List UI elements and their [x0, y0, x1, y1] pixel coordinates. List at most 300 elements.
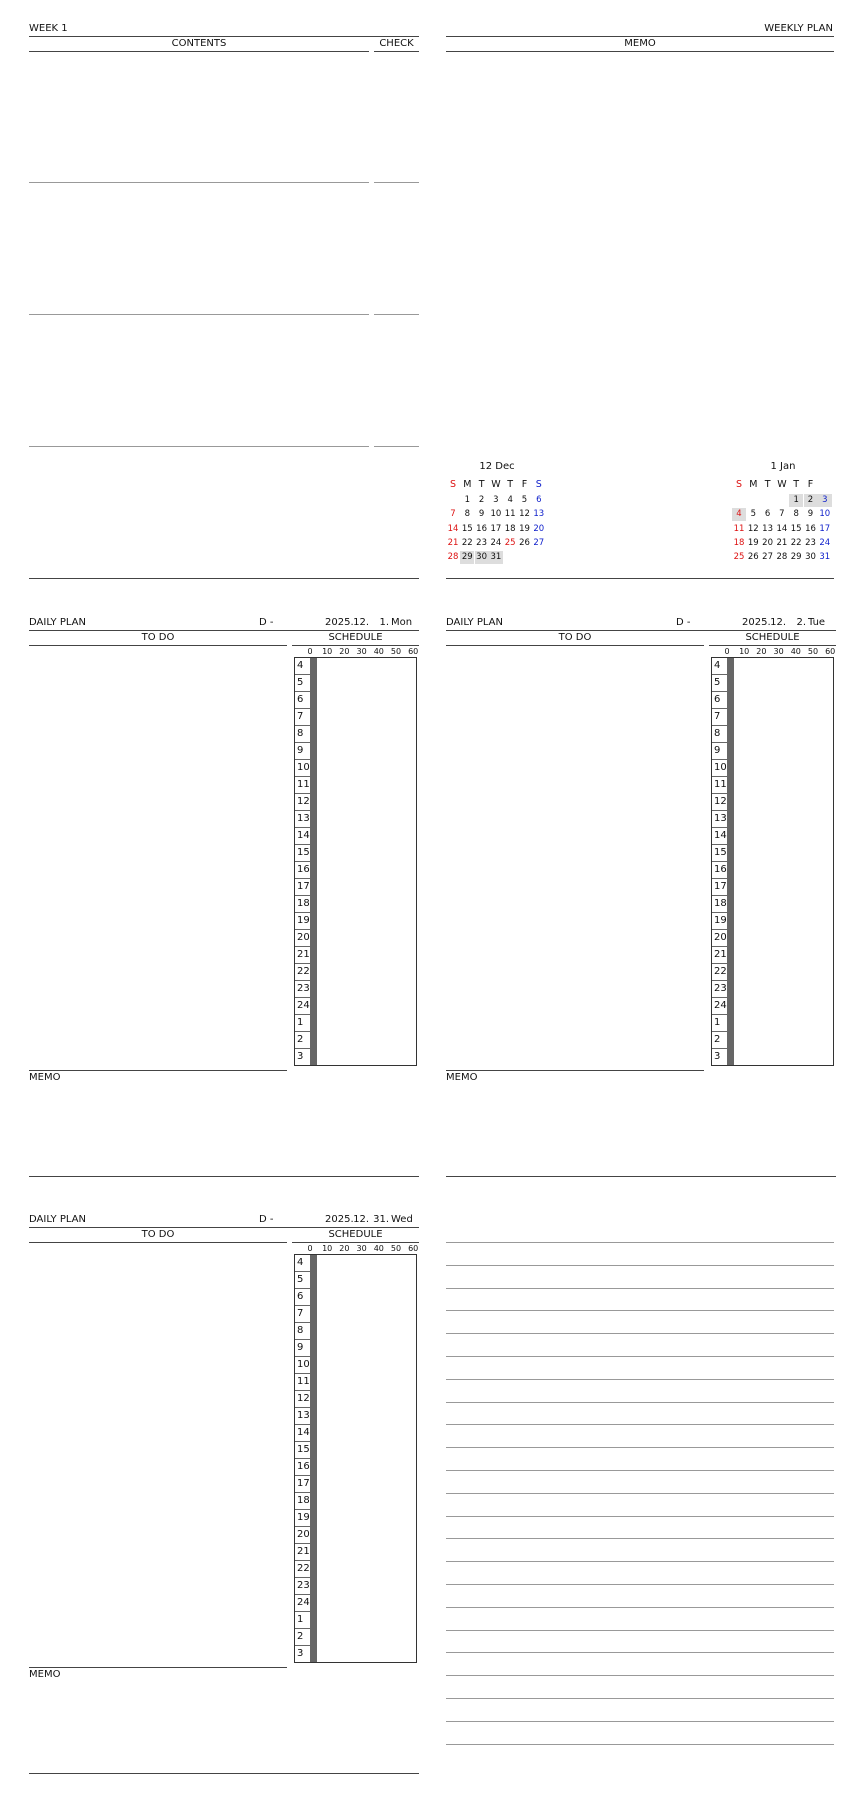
calendar-date: 22 [461, 537, 473, 548]
calendar-date: 23 [805, 537, 816, 548]
schedule-hour-row [295, 1323, 317, 1340]
schedule-hour-row [295, 1408, 317, 1425]
schedule-hour-label: 19 [295, 1510, 311, 1527]
date-month: 12. [770, 617, 786, 628]
schedule-hour-label: 11 [712, 777, 728, 794]
note-line [446, 1288, 834, 1289]
calendar-date: 5 [750, 509, 756, 520]
schedule-slot[interactable] [315, 1032, 316, 1049]
schedule-slot[interactable] [732, 862, 733, 879]
schedule-hour-label: 12 [295, 794, 311, 811]
schedule-slot[interactable] [315, 1629, 316, 1646]
schedule-hour-row [295, 1391, 317, 1408]
calendar-date: 11 [504, 509, 516, 520]
schedule-hour-row [295, 1049, 317, 1066]
schedule-hour-row [712, 743, 734, 760]
schedule-hour-label: 24 [712, 998, 728, 1015]
calendar-date: 25 [733, 552, 745, 563]
todo-bottom-rule [446, 1070, 704, 1071]
schedule-minute-label: 50 [390, 647, 402, 656]
schedule-slot[interactable] [315, 1015, 316, 1032]
schedule-minute-label: 0 [307, 1244, 313, 1253]
schedule-slot[interactable] [315, 981, 316, 998]
weekly-memo-header: MEMO [624, 38, 656, 49]
schedule-slot[interactable] [315, 1578, 316, 1595]
schedule-hour-label: 9 [295, 1340, 311, 1357]
schedule-slot[interactable] [315, 1544, 316, 1561]
daily-plan-title: DAILY PLAN [446, 617, 503, 628]
schedule-minute-label: 30 [773, 647, 784, 656]
schedule-slot[interactable] [732, 675, 733, 692]
calendar-date: 17 [490, 523, 502, 534]
schedule-slot[interactable] [315, 1374, 316, 1391]
schedule-slot[interactable] [732, 879, 733, 896]
calendar-date: 30 [805, 552, 816, 563]
calendar-date: 17 [819, 523, 831, 534]
todo-header: TO DO [558, 632, 592, 643]
calendar-date: 10 [819, 509, 831, 520]
schedule-slot[interactable] [315, 1391, 316, 1408]
schedule-hour-label: 6 [295, 692, 311, 709]
schedule-slot[interactable] [315, 1510, 316, 1527]
schedule-slot[interactable] [732, 692, 733, 709]
schedule-slot[interactable] [315, 1289, 316, 1306]
schedule-minute-label: 50 [807, 647, 819, 656]
calendar-date: 27 [533, 537, 545, 548]
calendar-date: 5 [521, 495, 528, 505]
schedule-slot[interactable] [315, 760, 316, 777]
schedule-slot[interactable] [315, 1255, 316, 1272]
schedule-slot[interactable] [315, 1561, 316, 1578]
calendar-date: 13 [762, 523, 773, 534]
schedule-hour-row [295, 896, 317, 913]
schedule-hour-label: 20 [295, 930, 311, 947]
schedule-hour-row [712, 879, 734, 896]
schedule-hour-row [712, 675, 734, 692]
schedule-minute-label: 20 [339, 1244, 350, 1253]
calendar-date: 21 [447, 537, 459, 548]
memo-bottom-rule [29, 1773, 419, 1774]
schedule-hour-label: 20 [712, 930, 728, 947]
schedule-hour-row [295, 1595, 317, 1612]
schedule-slot[interactable] [732, 981, 733, 998]
todo-rule [29, 645, 287, 646]
schedule-slot[interactable] [732, 709, 733, 726]
schedule-minute-label: 20 [756, 647, 767, 656]
daily-header-rule [29, 630, 419, 631]
schedule-hour-label: 5 [712, 675, 728, 692]
schedule-hour-row [295, 1032, 317, 1049]
note-line [446, 1675, 834, 1676]
weekly-bottom-rule-left [29, 578, 419, 579]
schedule-header: SCHEDULE [328, 632, 383, 643]
calendar-date: 14 [776, 523, 788, 534]
schedule-hour-row [712, 998, 734, 1015]
schedule-hour-label: 3 [295, 1049, 311, 1066]
calendar-date: 9 [807, 509, 814, 520]
calendar-date: 29 [461, 552, 473, 563]
date-weekday: Mon [391, 617, 413, 628]
schedule-slot[interactable] [315, 930, 316, 947]
schedule-header: SCHEDULE [328, 1229, 383, 1240]
schedule-hour-label: 19 [295, 913, 311, 930]
note-line [446, 1607, 834, 1608]
schedule-hour-row [295, 1612, 317, 1629]
schedule-hour-row [295, 1306, 317, 1323]
calendar-date: 26 [747, 552, 759, 563]
schedule-hour-label: 17 [712, 879, 728, 896]
schedule-hour-label: 17 [295, 879, 311, 896]
schedule-slot[interactable] [732, 794, 733, 811]
schedule-hour-row [712, 709, 734, 726]
schedule-hour-row [712, 1015, 734, 1032]
schedule-slot[interactable] [315, 1493, 316, 1510]
schedule-hour-row [712, 811, 734, 828]
calendar-day-header: M [463, 479, 472, 490]
schedule-slot[interactable] [315, 998, 316, 1015]
schedule-hour-label: 21 [712, 947, 728, 964]
schedule-slot[interactable] [732, 760, 733, 777]
schedule-hour-label: 16 [295, 862, 311, 879]
schedule-minute-label: 10 [322, 647, 333, 656]
schedule-slot[interactable] [315, 1306, 316, 1323]
week-label: WEEK 1 [29, 23, 68, 34]
schedule-hour-row [295, 1544, 317, 1561]
schedule-minute-label: 60 [408, 647, 419, 656]
schedule-slot[interactable] [732, 743, 733, 760]
schedule-minute-label: 60 [408, 1244, 419, 1253]
schedule-hour-row [295, 828, 317, 845]
schedule-hour-row [712, 1049, 734, 1066]
calendar-day-header: S [735, 479, 743, 490]
calendar-date: 7 [779, 509, 785, 520]
schedule-slot[interactable] [732, 998, 733, 1015]
d-day-label: D - [259, 1214, 274, 1225]
date-day: 31. [373, 1214, 389, 1225]
note-line [446, 1379, 834, 1380]
schedule-hour-label: 23 [712, 981, 728, 998]
calendar-date: 15 [790, 523, 802, 534]
schedule-hour-label: 13 [712, 811, 728, 828]
daily-header-rule [446, 630, 836, 631]
calendar-date: 8 [793, 509, 799, 520]
schedule-hour-label: 23 [295, 981, 311, 998]
schedule-hour-label: 22 [295, 1561, 311, 1578]
schedule-slot[interactable] [732, 828, 733, 845]
schedule-slot[interactable] [315, 1272, 316, 1289]
contents-rule [29, 51, 369, 52]
schedule-slot[interactable] [315, 743, 316, 760]
calendar-date: 14 [447, 523, 459, 534]
schedule-minute-label: 10 [322, 1244, 333, 1253]
schedule-slot[interactable] [315, 777, 316, 794]
note-line [446, 1652, 834, 1653]
note-line [446, 1630, 834, 1631]
schedule-hour-row [712, 964, 734, 981]
calendar-day-header: W [777, 479, 787, 490]
schedule-rule [709, 645, 836, 646]
schedule-minute-label: 10 [739, 647, 750, 656]
schedule-slot[interactable] [732, 913, 733, 930]
note-line [446, 1470, 834, 1471]
schedule-table [294, 657, 317, 1066]
schedule-slot[interactable] [315, 1595, 316, 1612]
schedule-hour-label: 18 [295, 896, 311, 913]
schedule-hour-label: 14 [295, 828, 311, 845]
schedule-hour-row [712, 930, 734, 947]
schedule-slot[interactable] [315, 1612, 316, 1629]
schedule-slot[interactable] [315, 794, 316, 811]
schedule-hour-row [295, 1357, 317, 1374]
schedule-slot[interactable] [315, 1442, 316, 1459]
calendar-date: 20 [533, 523, 545, 534]
schedule-slot[interactable] [315, 947, 316, 964]
calendar-date: 10 [490, 509, 502, 520]
contents-row-line [29, 446, 369, 447]
schedule-slot[interactable] [315, 1340, 316, 1357]
schedule-slot[interactable] [732, 964, 733, 981]
schedule-slot[interactable] [732, 845, 733, 862]
calendar-date: 16 [805, 523, 816, 534]
calendar-date: 15 [461, 523, 473, 534]
schedule-hour-label: 4 [295, 658, 311, 675]
schedule-slot[interactable] [315, 1527, 316, 1544]
schedule-hour-row [295, 1527, 317, 1544]
schedule-slot[interactable] [732, 726, 733, 743]
calendar-date: 9 [478, 509, 485, 520]
schedule-rule [292, 1242, 419, 1243]
schedule-hour-label: 2 [295, 1629, 311, 1646]
schedule-hour-label: 15 [295, 845, 311, 862]
schedule-hour-label: 11 [295, 777, 311, 794]
schedule-minute-label: 0 [307, 647, 313, 656]
check-rule [374, 51, 419, 52]
schedule-slot[interactable] [315, 692, 316, 709]
schedule-hour-label: 8 [295, 726, 311, 743]
schedule-slot[interactable] [315, 709, 316, 726]
schedule-hour-row [295, 981, 317, 998]
schedule-minute-label: 30 [356, 1244, 367, 1253]
schedule-hour-row [295, 1425, 317, 1442]
calendar-day-header: T [793, 479, 800, 490]
schedule-hour-label: 24 [295, 998, 311, 1015]
calendar-day-header: T [507, 479, 514, 490]
calendar-date: 26 [519, 537, 530, 548]
schedule-hour-label: 17 [295, 1476, 311, 1493]
schedule-hour-label: 18 [295, 1493, 311, 1510]
schedule-slot[interactable] [315, 879, 316, 896]
calendar-date: 31 [819, 552, 831, 563]
calendar-date: 27 [762, 552, 773, 563]
schedule-slot[interactable] [315, 862, 316, 879]
schedule-slot[interactable] [315, 896, 316, 913]
note-line [446, 1493, 834, 1494]
schedule-hour-row [295, 1578, 317, 1595]
note-line [446, 1584, 834, 1585]
schedule-hour-label: 6 [295, 1289, 311, 1306]
date-month: 12. [353, 1214, 369, 1225]
date-month: 12. [353, 617, 369, 628]
calendar-date: 22 [790, 537, 802, 548]
schedule-minute-label: 20 [339, 647, 350, 656]
schedule-slot[interactable] [315, 845, 316, 862]
schedule-hour-row [712, 862, 734, 879]
schedule-slot[interactable] [315, 1459, 316, 1476]
schedule-hour-row [295, 1493, 317, 1510]
calendar-date: 23 [476, 537, 487, 548]
schedule-hour-row [295, 947, 317, 964]
schedule-slot[interactable] [315, 964, 316, 981]
calendar-date: 20 [762, 537, 773, 548]
schedule-hour-row [295, 930, 317, 947]
schedule-hour-row [712, 828, 734, 845]
schedule-slot[interactable] [315, 658, 316, 675]
schedule-hour-label: 10 [295, 1357, 311, 1374]
schedule-slot[interactable] [732, 1049, 733, 1066]
schedule-hour-row [295, 845, 317, 862]
calendar-date: 31 [490, 552, 502, 563]
daily-plan-title: DAILY PLAN [29, 1214, 86, 1225]
schedule-slot[interactable] [732, 777, 733, 794]
schedule-hour-row [295, 964, 317, 981]
schedule-hour-row [295, 794, 317, 811]
schedule-hour-row [295, 1459, 317, 1476]
schedule-slot[interactable] [315, 913, 316, 930]
memo-rule [446, 51, 834, 52]
schedule-hour-label: 14 [712, 828, 728, 845]
schedule-hour-label: 12 [295, 1391, 311, 1408]
schedule-hour-label: 20 [295, 1527, 311, 1544]
schedule-hour-row [295, 862, 317, 879]
schedule-hour-row [295, 1476, 317, 1493]
schedule-hour-label: 3 [712, 1049, 728, 1066]
schedule-table [294, 1254, 317, 1663]
schedule-slot[interactable] [315, 1476, 316, 1493]
schedule-hour-row [295, 658, 317, 675]
calendar-day-header: T [764, 479, 771, 490]
schedule-hour-label: 14 [295, 1425, 311, 1442]
schedule-slot[interactable] [315, 726, 316, 743]
schedule-hour-row [295, 1289, 317, 1306]
schedule-slot[interactable] [315, 811, 316, 828]
schedule-hour-label: 7 [295, 709, 311, 726]
memo-bottom-rule [29, 1176, 419, 1177]
schedule-hour-row [295, 1340, 317, 1357]
schedule-hour-label: 13 [295, 1408, 311, 1425]
schedule-slot[interactable] [732, 930, 733, 947]
calendar-date: 12 [747, 523, 759, 534]
schedule-hour-label: 22 [712, 964, 728, 981]
schedule-hour-row [295, 811, 317, 828]
schedule-minute-label: 40 [790, 647, 801, 656]
schedule-hour-row [295, 879, 317, 896]
schedule-slot[interactable] [315, 1357, 316, 1374]
schedule-hour-label: 8 [712, 726, 728, 743]
schedule-hour-row [295, 1629, 317, 1646]
schedule-hour-row [712, 913, 734, 930]
schedule-hour-row [712, 1032, 734, 1049]
schedule-minute-label: 0 [724, 647, 730, 656]
calendar-date: 25 [504, 537, 516, 548]
calendar-date: 18 [504, 523, 516, 534]
contents-row-line [29, 182, 369, 183]
note-line [446, 1356, 834, 1357]
schedule-slot[interactable] [732, 811, 733, 828]
schedule-slot[interactable] [732, 947, 733, 964]
calendar-date: 21 [776, 537, 788, 548]
schedule-slot[interactable] [315, 1425, 316, 1442]
schedule-hour-label: 23 [295, 1578, 311, 1595]
schedule-hour-label: 9 [295, 743, 311, 760]
schedule-hour-label: 10 [295, 760, 311, 777]
schedule-hour-row [295, 1255, 317, 1272]
note-line [446, 1698, 834, 1699]
todo-bottom-rule [29, 1667, 287, 1668]
daily-header-rule [29, 1227, 419, 1228]
schedule-slot[interactable] [732, 1015, 733, 1032]
schedule-hour-row [295, 692, 317, 709]
calendar-day-header: S [449, 479, 457, 490]
schedule-slot[interactable] [315, 1323, 316, 1340]
schedule-table [711, 657, 734, 1066]
schedule-slot[interactable] [315, 1408, 316, 1425]
memo-bottom-rule [446, 1176, 836, 1177]
schedule-hour-label: 16 [295, 1459, 311, 1476]
schedule-hour-label: 10 [712, 760, 728, 777]
schedule-hour-label: 16 [712, 862, 728, 879]
d-day-label: D - [259, 617, 274, 628]
schedule-slot[interactable] [315, 675, 316, 692]
note-line [446, 1447, 834, 1448]
calendar-date: 4 [732, 508, 746, 521]
todo-rule [446, 645, 704, 646]
schedule-hour-label: 5 [295, 675, 311, 692]
schedule-hour-row [295, 1561, 317, 1578]
schedule-hour-label: 4 [712, 658, 728, 675]
schedule-hour-label: 18 [712, 896, 728, 913]
schedule-hour-row [295, 1646, 317, 1663]
schedule-slot[interactable] [315, 828, 316, 845]
daily-plan-title: DAILY PLAN [29, 617, 86, 628]
schedule-slot[interactable] [732, 1032, 733, 1049]
note-line [446, 1516, 834, 1517]
schedule-hour-row [712, 981, 734, 998]
schedule-hour-row [295, 1374, 317, 1391]
schedule-slot[interactable] [732, 658, 733, 675]
schedule-hour-label: 1 [295, 1612, 311, 1629]
calendar-day-header: S [535, 479, 542, 490]
calendar-date: 2 [804, 494, 818, 507]
note-line [446, 1538, 834, 1539]
calendar-date: 7 [450, 509, 456, 520]
calendar-day-header: W [491, 479, 501, 490]
todo-bottom-rule [29, 1070, 287, 1071]
calendar-date: 18 [733, 537, 745, 548]
calendar-date: 19 [519, 523, 530, 534]
schedule-slot[interactable] [315, 1646, 316, 1663]
schedule-hour-row [712, 726, 734, 743]
date-day: 1. [379, 617, 389, 628]
schedule-hour-row [295, 998, 317, 1015]
calendar-title: 1 Jan [770, 461, 796, 472]
schedule-slot[interactable] [315, 1049, 316, 1066]
todo-rule [29, 1242, 287, 1243]
schedule-hour-row [712, 896, 734, 913]
note-line [446, 1402, 834, 1403]
schedule-slot[interactable] [732, 896, 733, 913]
weekly-bottom-rule-right [446, 578, 834, 579]
calendar-date: 8 [464, 509, 470, 520]
